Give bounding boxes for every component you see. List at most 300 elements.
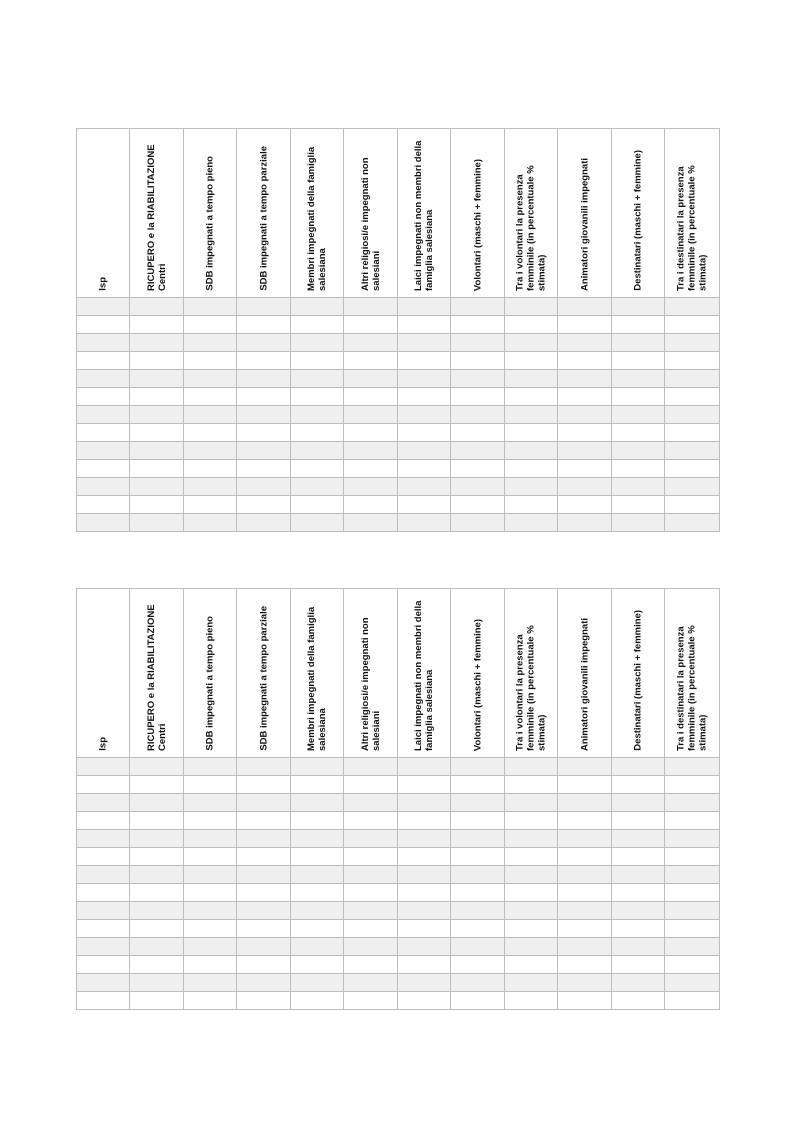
table-cell[interactable] xyxy=(558,388,612,406)
table-cell[interactable] xyxy=(77,424,130,442)
table-cell[interactable] xyxy=(237,334,291,352)
table-cell[interactable] xyxy=(558,776,612,794)
table-cell[interactable] xyxy=(665,866,720,884)
table-cell[interactable] xyxy=(505,884,558,902)
table-cell[interactable] xyxy=(77,956,130,974)
table-cell[interactable] xyxy=(398,812,451,830)
table-cell[interactable] xyxy=(184,298,237,316)
table-cell[interactable] xyxy=(612,442,665,460)
table-cell[interactable] xyxy=(612,298,665,316)
table-cell[interactable] xyxy=(451,884,505,902)
table-cell[interactable] xyxy=(130,920,184,938)
table-cell[interactable] xyxy=(398,388,451,406)
table-cell[interactable] xyxy=(344,884,398,902)
table-cell[interactable] xyxy=(612,316,665,334)
table-cell[interactable] xyxy=(451,298,505,316)
table-cell[interactable] xyxy=(77,334,130,352)
table-cell[interactable] xyxy=(612,938,665,956)
table-cell[interactable] xyxy=(558,352,612,370)
table-cell[interactable] xyxy=(612,920,665,938)
table-cell[interactable] xyxy=(130,514,184,532)
table-cell[interactable] xyxy=(184,388,237,406)
table-cell[interactable] xyxy=(665,848,720,866)
table-cell[interactable] xyxy=(237,352,291,370)
table-cell[interactable] xyxy=(77,884,130,902)
table-cell[interactable] xyxy=(398,352,451,370)
table-cell[interactable] xyxy=(398,956,451,974)
table-cell[interactable] xyxy=(505,442,558,460)
table-cell[interactable] xyxy=(130,460,184,478)
table-cell[interactable] xyxy=(184,794,237,812)
table-cell[interactable] xyxy=(291,776,344,794)
table-cell[interactable] xyxy=(451,974,505,992)
table-cell[interactable] xyxy=(451,334,505,352)
table-cell[interactable] xyxy=(184,992,237,1010)
table-cell[interactable] xyxy=(505,514,558,532)
table-cell[interactable] xyxy=(291,812,344,830)
table-cell[interactable] xyxy=(612,848,665,866)
table-cell[interactable] xyxy=(665,298,720,316)
table-cell[interactable] xyxy=(451,992,505,1010)
table-cell[interactable] xyxy=(451,496,505,514)
table-cell[interactable] xyxy=(558,370,612,388)
table-cell[interactable] xyxy=(344,758,398,776)
table-cell[interactable] xyxy=(451,442,505,460)
table-cell[interactable] xyxy=(612,406,665,424)
table-cell[interactable] xyxy=(77,460,130,478)
table-cell[interactable] xyxy=(237,460,291,478)
table-cell[interactable] xyxy=(130,848,184,866)
table-cell[interactable] xyxy=(184,902,237,920)
table-cell[interactable] xyxy=(344,334,398,352)
table-cell[interactable] xyxy=(665,460,720,478)
table-cell[interactable] xyxy=(184,514,237,532)
table-cell[interactable] xyxy=(237,316,291,334)
table-cell[interactable] xyxy=(77,866,130,884)
table-cell[interactable] xyxy=(344,442,398,460)
table-cell[interactable] xyxy=(291,460,344,478)
table-cell[interactable] xyxy=(665,334,720,352)
table-cell[interactable] xyxy=(344,388,398,406)
table-cell[interactable] xyxy=(451,478,505,496)
table-cell[interactable] xyxy=(77,776,130,794)
table-cell[interactable] xyxy=(237,794,291,812)
table-cell[interactable] xyxy=(451,406,505,424)
table-cell[interactable] xyxy=(505,956,558,974)
table-cell[interactable] xyxy=(558,406,612,424)
table-cell[interactable] xyxy=(237,298,291,316)
table-cell[interactable] xyxy=(558,298,612,316)
table-cell[interactable] xyxy=(612,424,665,442)
table-cell[interactable] xyxy=(291,794,344,812)
table-cell[interactable] xyxy=(398,776,451,794)
table-cell[interactable] xyxy=(398,370,451,388)
table-cell[interactable] xyxy=(77,920,130,938)
table-cell[interactable] xyxy=(77,352,130,370)
table-cell[interactable] xyxy=(130,884,184,902)
table-cell[interactable] xyxy=(184,442,237,460)
table-cell[interactable] xyxy=(665,388,720,406)
table-cell[interactable] xyxy=(665,352,720,370)
table-cell[interactable] xyxy=(77,902,130,920)
table-cell[interactable] xyxy=(612,902,665,920)
table-cell[interactable] xyxy=(665,406,720,424)
table-cell[interactable] xyxy=(612,514,665,532)
table-cell[interactable] xyxy=(344,514,398,532)
table-cell[interactable] xyxy=(77,298,130,316)
table-cell[interactable] xyxy=(77,316,130,334)
table-cell[interactable] xyxy=(291,316,344,334)
table-cell[interactable] xyxy=(77,758,130,776)
table-cell[interactable] xyxy=(77,794,130,812)
table-cell[interactable] xyxy=(612,812,665,830)
table-cell[interactable] xyxy=(130,992,184,1010)
table-cell[interactable] xyxy=(665,316,720,334)
table-cell[interactable] xyxy=(344,776,398,794)
table-cell[interactable] xyxy=(558,884,612,902)
table-cell[interactable] xyxy=(291,334,344,352)
table-cell[interactable] xyxy=(398,496,451,514)
table-cell[interactable] xyxy=(505,370,558,388)
table-cell[interactable] xyxy=(505,866,558,884)
table-cell[interactable] xyxy=(184,956,237,974)
table-cell[interactable] xyxy=(291,920,344,938)
table-cell[interactable] xyxy=(665,902,720,920)
table-cell[interactable] xyxy=(344,496,398,514)
table-cell[interactable] xyxy=(184,812,237,830)
table-cell[interactable] xyxy=(344,938,398,956)
table-cell[interactable] xyxy=(505,992,558,1010)
table-cell[interactable] xyxy=(665,424,720,442)
table-cell[interactable] xyxy=(505,352,558,370)
table-cell[interactable] xyxy=(612,884,665,902)
table-cell[interactable] xyxy=(344,352,398,370)
table-cell[interactable] xyxy=(237,974,291,992)
table-cell[interactable] xyxy=(291,352,344,370)
table-cell[interactable] xyxy=(451,776,505,794)
table-cell[interactable] xyxy=(237,370,291,388)
table-cell[interactable] xyxy=(558,424,612,442)
table-cell[interactable] xyxy=(130,956,184,974)
table-cell[interactable] xyxy=(612,334,665,352)
table-cell[interactable] xyxy=(505,830,558,848)
table-cell[interactable] xyxy=(505,794,558,812)
table-cell[interactable] xyxy=(130,424,184,442)
table-cell[interactable] xyxy=(398,830,451,848)
table-cell[interactable] xyxy=(451,352,505,370)
table-cell[interactable] xyxy=(398,478,451,496)
table-cell[interactable] xyxy=(237,830,291,848)
table-cell[interactable] xyxy=(130,478,184,496)
table-cell[interactable] xyxy=(505,758,558,776)
table-cell[interactable] xyxy=(451,920,505,938)
table-cell[interactable] xyxy=(558,478,612,496)
table-cell[interactable] xyxy=(398,334,451,352)
table-cell[interactable] xyxy=(505,406,558,424)
table-cell[interactable] xyxy=(558,848,612,866)
table-cell[interactable] xyxy=(130,316,184,334)
table-cell[interactable] xyxy=(344,316,398,334)
table-cell[interactable] xyxy=(184,974,237,992)
table-cell[interactable] xyxy=(398,424,451,442)
table-cell[interactable] xyxy=(398,794,451,812)
table-cell[interactable] xyxy=(291,866,344,884)
table-cell[interactable] xyxy=(558,992,612,1010)
table-cell[interactable] xyxy=(398,974,451,992)
table-cell[interactable] xyxy=(505,776,558,794)
table-cell[interactable] xyxy=(237,424,291,442)
table-cell[interactable] xyxy=(184,316,237,334)
table-cell[interactable] xyxy=(558,866,612,884)
table-cell[interactable] xyxy=(291,388,344,406)
table-cell[interactable] xyxy=(665,496,720,514)
table-cell[interactable] xyxy=(505,334,558,352)
table-cell[interactable] xyxy=(558,974,612,992)
table-cell[interactable] xyxy=(130,776,184,794)
table-cell[interactable] xyxy=(291,514,344,532)
table-cell[interactable] xyxy=(291,848,344,866)
table-cell[interactable] xyxy=(291,884,344,902)
table-cell[interactable] xyxy=(130,938,184,956)
table-cell[interactable] xyxy=(184,406,237,424)
table-cell[interactable] xyxy=(505,478,558,496)
table-cell[interactable] xyxy=(344,370,398,388)
table-cell[interactable] xyxy=(77,938,130,956)
table-cell[interactable] xyxy=(344,812,398,830)
table-cell[interactable] xyxy=(665,776,720,794)
table-cell[interactable] xyxy=(291,424,344,442)
table-cell[interactable] xyxy=(77,478,130,496)
table-cell[interactable] xyxy=(665,920,720,938)
table-cell[interactable] xyxy=(558,334,612,352)
table-cell[interactable] xyxy=(612,776,665,794)
table-cell[interactable] xyxy=(505,424,558,442)
table-cell[interactable] xyxy=(398,992,451,1010)
table-cell[interactable] xyxy=(505,920,558,938)
table-cell[interactable] xyxy=(665,974,720,992)
table-cell[interactable] xyxy=(237,920,291,938)
table-cell[interactable] xyxy=(558,956,612,974)
table-cell[interactable] xyxy=(505,496,558,514)
table-cell[interactable] xyxy=(398,902,451,920)
table-cell[interactable] xyxy=(130,442,184,460)
table-cell[interactable] xyxy=(451,812,505,830)
table-cell[interactable] xyxy=(291,478,344,496)
table-cell[interactable] xyxy=(184,848,237,866)
table-cell[interactable] xyxy=(77,812,130,830)
table-cell[interactable] xyxy=(505,460,558,478)
table-cell[interactable] xyxy=(558,514,612,532)
table-cell[interactable] xyxy=(665,442,720,460)
table-cell[interactable] xyxy=(344,866,398,884)
table-cell[interactable] xyxy=(558,442,612,460)
table-cell[interactable] xyxy=(184,352,237,370)
table-cell[interactable] xyxy=(451,902,505,920)
table-cell[interactable] xyxy=(130,830,184,848)
table-cell[interactable] xyxy=(505,902,558,920)
table-cell[interactable] xyxy=(291,442,344,460)
table-cell[interactable] xyxy=(612,956,665,974)
table-cell[interactable] xyxy=(291,406,344,424)
table-cell[interactable] xyxy=(558,812,612,830)
table-cell[interactable] xyxy=(505,974,558,992)
table-cell[interactable] xyxy=(291,370,344,388)
table-cell[interactable] xyxy=(344,478,398,496)
table-cell[interactable] xyxy=(184,496,237,514)
table-cell[interactable] xyxy=(184,334,237,352)
table-cell[interactable] xyxy=(77,514,130,532)
table-cell[interactable] xyxy=(665,812,720,830)
table-cell[interactable] xyxy=(237,866,291,884)
table-cell[interactable] xyxy=(612,370,665,388)
table-cell[interactable] xyxy=(612,460,665,478)
table-cell[interactable] xyxy=(451,424,505,442)
table-cell[interactable] xyxy=(558,460,612,478)
table-cell[interactable] xyxy=(130,866,184,884)
table-cell[interactable] xyxy=(184,884,237,902)
table-cell[interactable] xyxy=(505,938,558,956)
table-cell[interactable] xyxy=(558,830,612,848)
table-cell[interactable] xyxy=(612,388,665,406)
table-cell[interactable] xyxy=(130,902,184,920)
table-cell[interactable] xyxy=(184,370,237,388)
table-cell[interactable] xyxy=(612,794,665,812)
table-cell[interactable] xyxy=(505,388,558,406)
table-cell[interactable] xyxy=(505,848,558,866)
table-cell[interactable] xyxy=(237,406,291,424)
table-cell[interactable] xyxy=(130,406,184,424)
table-cell[interactable] xyxy=(558,902,612,920)
table-cell[interactable] xyxy=(237,884,291,902)
table-cell[interactable] xyxy=(77,830,130,848)
table-cell[interactable] xyxy=(612,758,665,776)
table-cell[interactable] xyxy=(665,938,720,956)
table-cell[interactable] xyxy=(344,406,398,424)
table-cell[interactable] xyxy=(130,496,184,514)
table-cell[interactable] xyxy=(505,298,558,316)
table-cell[interactable] xyxy=(77,370,130,388)
table-cell[interactable] xyxy=(558,758,612,776)
table-cell[interactable] xyxy=(77,388,130,406)
table-cell[interactable] xyxy=(184,830,237,848)
table-cell[interactable] xyxy=(612,496,665,514)
table-cell[interactable] xyxy=(291,956,344,974)
table-cell[interactable] xyxy=(398,514,451,532)
table-cell[interactable] xyxy=(344,298,398,316)
table-cell[interactable] xyxy=(665,514,720,532)
table-cell[interactable] xyxy=(665,794,720,812)
table-cell[interactable] xyxy=(237,442,291,460)
table-cell[interactable] xyxy=(612,478,665,496)
table-cell[interactable] xyxy=(77,974,130,992)
table-cell[interactable] xyxy=(291,902,344,920)
table-cell[interactable] xyxy=(77,848,130,866)
table-cell[interactable] xyxy=(130,352,184,370)
table-cell[interactable] xyxy=(344,992,398,1010)
table-cell[interactable] xyxy=(665,758,720,776)
table-cell[interactable] xyxy=(344,902,398,920)
table-cell[interactable] xyxy=(398,920,451,938)
table-cell[interactable] xyxy=(130,298,184,316)
table-cell[interactable] xyxy=(398,442,451,460)
table-cell[interactable] xyxy=(344,956,398,974)
table-cell[interactable] xyxy=(237,478,291,496)
table-cell[interactable] xyxy=(398,298,451,316)
table-cell[interactable] xyxy=(558,316,612,334)
table-cell[interactable] xyxy=(612,830,665,848)
table-cell[interactable] xyxy=(398,848,451,866)
table-cell[interactable] xyxy=(237,992,291,1010)
table-cell[interactable] xyxy=(237,496,291,514)
table-cell[interactable] xyxy=(398,758,451,776)
table-cell[interactable] xyxy=(451,758,505,776)
table-cell[interactable] xyxy=(237,938,291,956)
table-cell[interactable] xyxy=(184,938,237,956)
table-cell[interactable] xyxy=(398,938,451,956)
table-cell[interactable] xyxy=(77,992,130,1010)
table-cell[interactable] xyxy=(398,406,451,424)
table-cell[interactable] xyxy=(237,776,291,794)
table-cell[interactable] xyxy=(77,406,130,424)
table-cell[interactable] xyxy=(184,424,237,442)
table-cell[interactable] xyxy=(558,794,612,812)
table-cell[interactable] xyxy=(291,974,344,992)
table-cell[interactable] xyxy=(451,866,505,884)
table-cell[interactable] xyxy=(344,460,398,478)
table-cell[interactable] xyxy=(451,956,505,974)
table-cell[interactable] xyxy=(505,812,558,830)
table-cell[interactable] xyxy=(451,370,505,388)
table-cell[interactable] xyxy=(237,848,291,866)
table-cell[interactable] xyxy=(344,424,398,442)
table-cell[interactable] xyxy=(130,334,184,352)
table-cell[interactable] xyxy=(130,974,184,992)
table-cell[interactable] xyxy=(344,920,398,938)
table-cell[interactable] xyxy=(237,902,291,920)
table-cell[interactable] xyxy=(130,758,184,776)
table-cell[interactable] xyxy=(237,514,291,532)
table-cell[interactable] xyxy=(665,992,720,1010)
table-cell[interactable] xyxy=(184,776,237,794)
table-cell[interactable] xyxy=(237,956,291,974)
table-cell[interactable] xyxy=(451,388,505,406)
table-cell[interactable] xyxy=(665,478,720,496)
table-cell[interactable] xyxy=(291,758,344,776)
table-cell[interactable] xyxy=(291,496,344,514)
table-cell[interactable] xyxy=(451,794,505,812)
table-cell[interactable] xyxy=(184,460,237,478)
table-cell[interactable] xyxy=(398,866,451,884)
table-cell[interactable] xyxy=(398,460,451,478)
table-cell[interactable] xyxy=(291,938,344,956)
table-cell[interactable] xyxy=(612,352,665,370)
table-cell[interactable] xyxy=(291,992,344,1010)
table-cell[interactable] xyxy=(184,920,237,938)
table-cell[interactable] xyxy=(665,884,720,902)
table-cell[interactable] xyxy=(184,758,237,776)
table-cell[interactable] xyxy=(451,514,505,532)
table-cell[interactable] xyxy=(665,956,720,974)
table-cell[interactable] xyxy=(77,442,130,460)
table-cell[interactable] xyxy=(130,794,184,812)
table-cell[interactable] xyxy=(558,938,612,956)
table-cell[interactable] xyxy=(184,866,237,884)
table-cell[interactable] xyxy=(130,370,184,388)
table-cell[interactable] xyxy=(558,496,612,514)
table-cell[interactable] xyxy=(451,848,505,866)
table-cell[interactable] xyxy=(665,830,720,848)
table-cell[interactable] xyxy=(344,848,398,866)
